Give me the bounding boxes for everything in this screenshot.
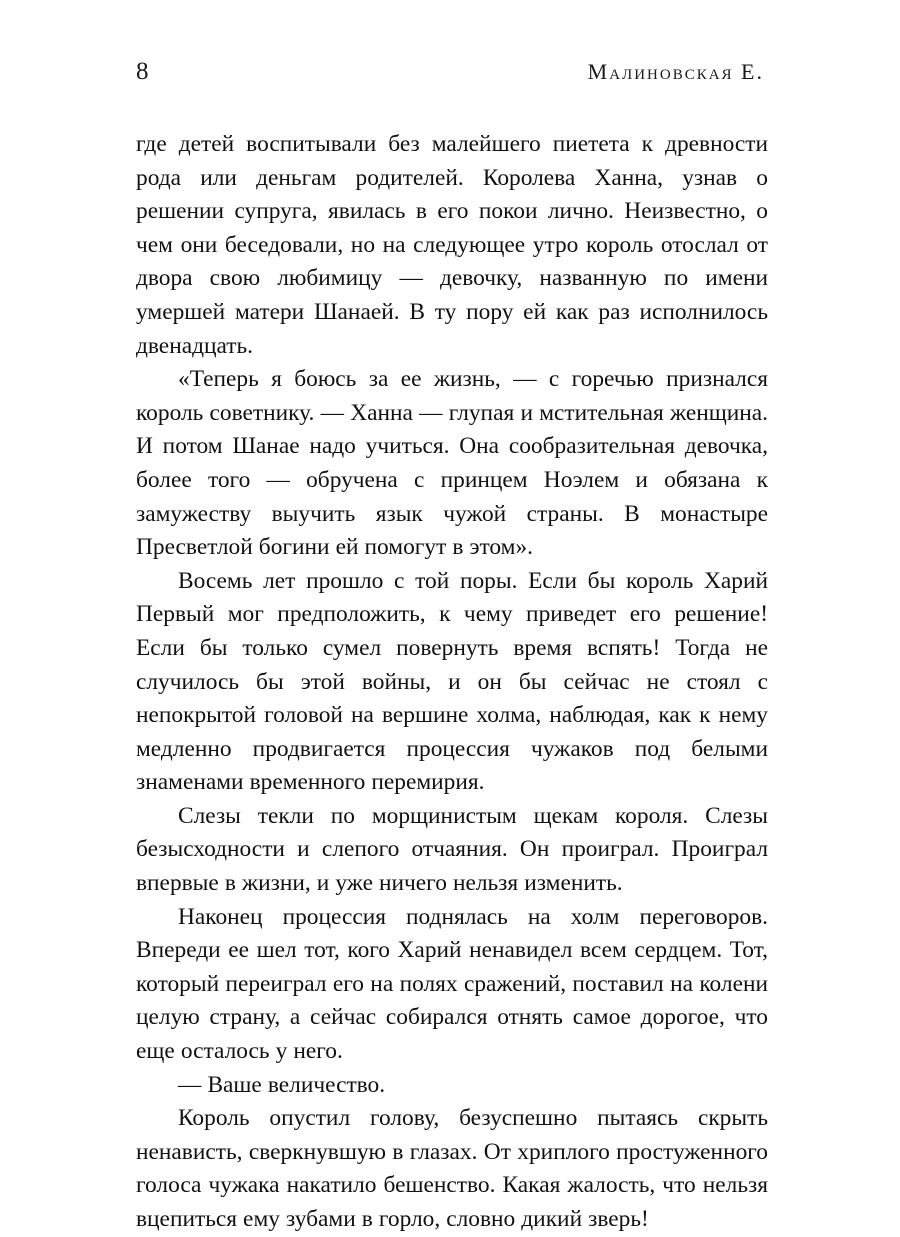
page-header [136, 58, 764, 92]
paragraph: Слезы текли по морщинистым щекам короля. Слезы безысходности и слепого отчаяния. Он проиграл. Проиграл впервые в жизни, и уже ничего нельзя изменить. [136, 802, 768, 897]
paragraph: — Ваше величество. [178, 1071, 386, 1098]
running-title: Малиновская Е. [587, 59, 764, 84]
body-text [136, 128, 768, 1237]
paragraph: Наконец процессия поднялась на холм переговоров. Впереди ее шел тот, кого Харий ненавидел всем сердцем. Тот, который переиграл его на полях сражений, поставил на колени целую страну, а сейчас собирался отнять самое дорогое, что еще осталось у него. [136, 903, 768, 1065]
paragraph: где детей воспитывали без малейшего пиетета к древности рода или деньгам родителей. Королева Ханна, узнав о решении супруга, явилась в его покои лично. Неизвестно, о чем они беседовали, но на следующее утро король отослал от двора свою любимицу — девочку, названную по имени умершей матери Шанаей. В ту пору ей как раз исполнилось двенадцать. [136, 131, 768, 359]
paragraph: Король опустил голову, безуспешно пытаясь скрыть ненависть, сверкнувшую в глазах. От хриплого простуженного голоса чужака накатило бешенство. Какая жалость, что нельзя вцепиться ему зубами в горло, словно дикий зверь! [136, 1105, 768, 1232]
paragraph: Восемь лет прошло с той поры. Если бы король Харий Первый мог предположить, к чему приведет его решение! Если бы только сумел повернуть время вспять! Тогда не случилось бы этой войны, и он бы сейчас не стоял с непокрытой головой на вершине холма, наблюдая, как к нему медленно продвигается процессия чужаков под белыми знаменами временного перемирия. [136, 567, 768, 796]
page-number: 8 [136, 58, 149, 85]
paragraph: «Теперь я боюсь за ее жизнь, — с горечью признался король советнику. — Ханна — глупая и мстительная женщина. И потом Шанае надо учиться. Она сообразительная девочка, более того — обручена с принцем Ноэлем и обязана к замужеству выучить язык чужой страны. В монастыре Пресветлой богини ей помогут в этом». [136, 366, 768, 561]
